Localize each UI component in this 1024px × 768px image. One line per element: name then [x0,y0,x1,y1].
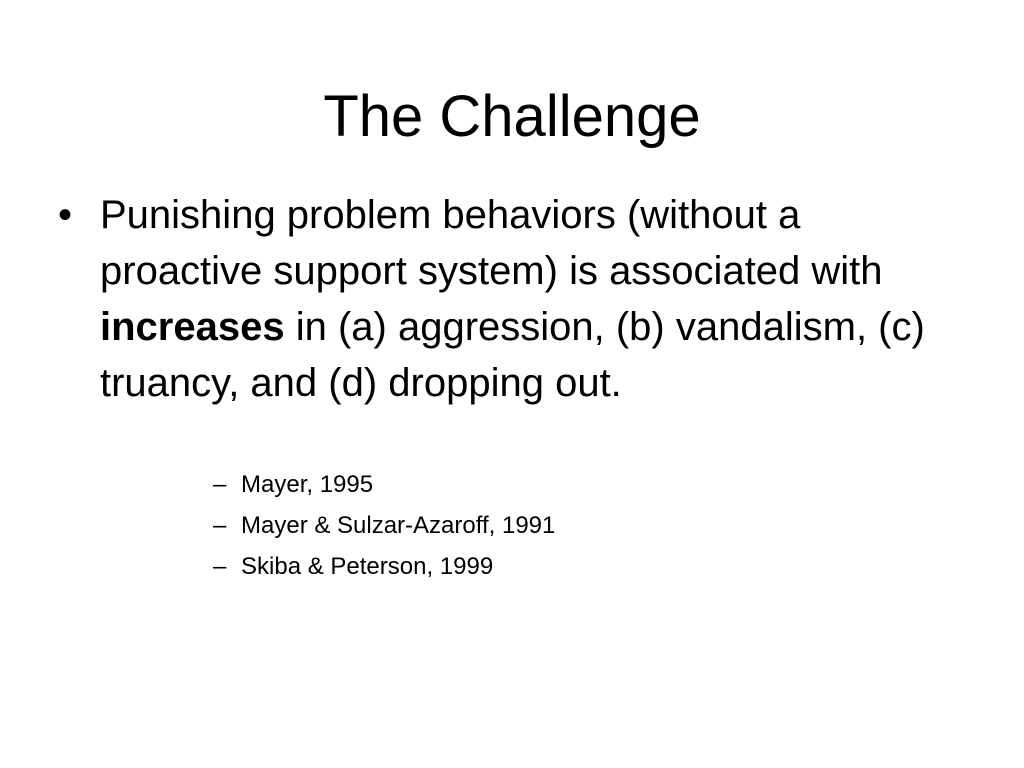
citation-marker: – [213,553,227,580]
citation-text: Mayer & Sulzar-Azaroff, 1991 [241,512,556,539]
bullet-text [100,187,938,411]
main-bullet [58,187,938,411]
citation-item [213,505,555,546]
bullet-marker: • [58,193,73,237]
citation-item [213,546,555,587]
bullet-text-after: in (a) aggression, (b) vandalism, (c) truancy, and (d) dropping out. [100,305,925,405]
slide-title: The Challenge [323,84,701,149]
citation-text: Skiba & Peterson, 1999 [241,553,494,580]
citation-marker: – [213,471,227,498]
citation-item [213,464,555,505]
bullet-emphasis: increases [100,305,285,349]
citation-list [213,464,555,587]
bullet-text-before: Punishing problem behaviors (without a proactive support system) is associated with [100,193,883,293]
citation-marker: – [213,512,227,539]
citation-text: Mayer, 1995 [241,471,374,498]
